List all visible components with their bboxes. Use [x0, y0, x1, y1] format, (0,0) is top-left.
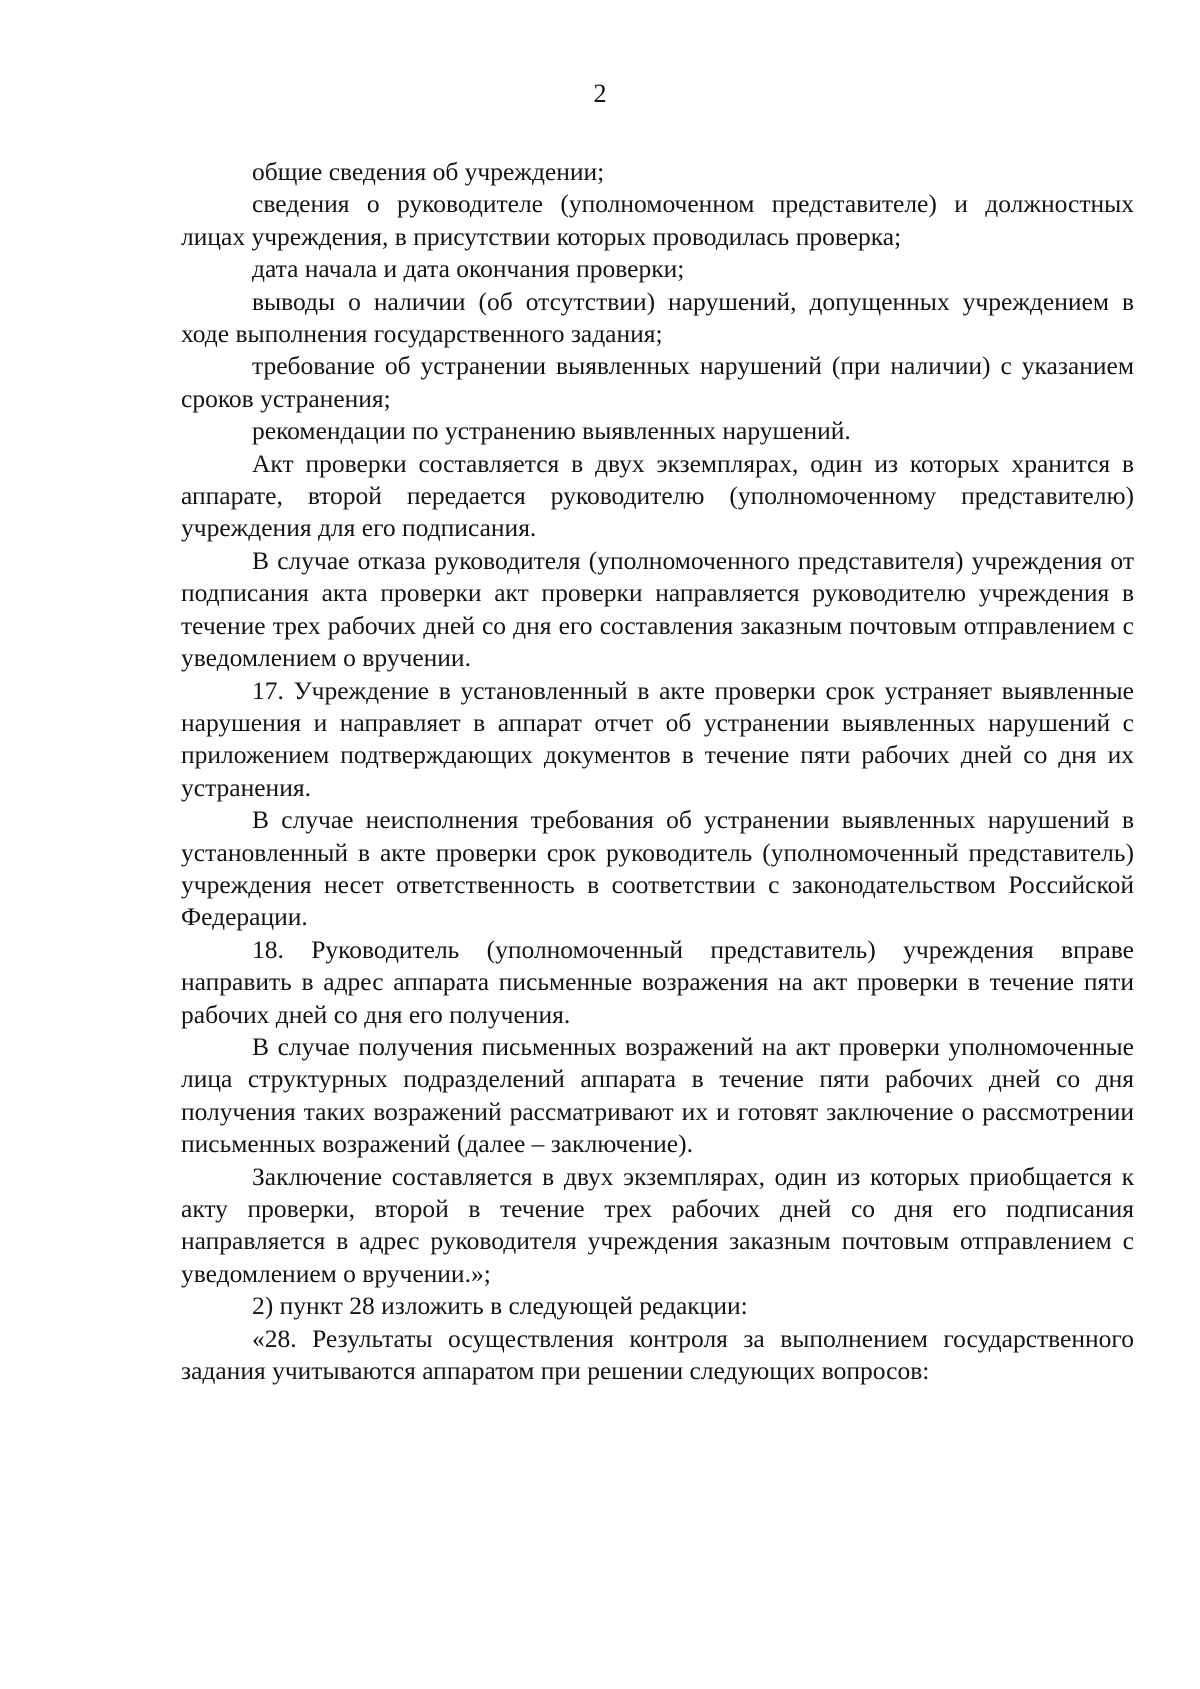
document-body — [181, 156, 1134, 1387]
paragraph-elimination-requirement: требование об устранении выявленных нарушений (при наличии) с указанием сроков устранения; — [181, 351, 1134, 413]
page-number: 2 — [593, 79, 607, 108]
paragraph-general-info: общие сведения об учреждении; — [252, 157, 605, 186]
paragraph-head-info: сведения о руководителе (уполномоченном представителе) и должностных лицах учреждения, в присутствии которых проводилась проверка; — [181, 189, 1134, 251]
paragraph-item-28-amendment: 2) пункт 28 изложить в следующей редакции: — [252, 1291, 748, 1321]
paragraph-item-18: 18. Руководитель (уполномоченный представитель) учреждения вправе направить в адрес аппарата письменные возражения на акт проверки в течение пяти рабочих дней со дня его получения. — [181, 934, 1134, 1029]
paragraph-inspection-dates: дата начала и дата окончания проверки; — [252, 254, 685, 284]
paragraph-refusal-to-sign: В случае отказа руководителя (уполномоченного представителя) учреждения от подписания акта проверки акт проверки направляется руководителю учреждения в течение трех рабочих дней со дня его составления заказным почтовым отправлением с уведомлением о вручении. — [181, 545, 1134, 673]
paragraph-conclusions: выводы о наличии (об отсутствии) нарушений, допущенных учреждением в ходе выполнения государственного задания; — [181, 286, 1134, 349]
paragraph-objections-review: В случае получения письменных возражений на акт проверки уполномоченные лица структурных подразделений аппарата в течение пяти рабочих дней со дня получения таких возражений рассматривают их и готовят заключение о рассмотрении письменных возражений (далее – заключение). — [181, 1031, 1134, 1159]
paragraph-recommendations: рекомендации по устранению выявленных нарушений. — [252, 416, 851, 446]
paragraph-item-28-text: «28. Результаты осуществления контроля за выполнением государственного задания учитываются аппаратом при решении следующих вопросов: — [181, 1323, 1134, 1386]
paragraph-conclusion-copies: Заключение составляется в двух экземплярах, один из которых приобщается к акту проверки, второй в течение трех рабочих дней со дня его подписания направляется в адрес руководителя учреждения заказным почтовым отправлением с уведомлением о вручении.»; — [181, 1161, 1134, 1288]
paragraph-non-compliance: В случае неисполнения требования об устранении выявленных нарушений в установленный в акте проверки срок руководитель (уполномоченный представитель) учреждения несет ответственность в соответствии с законодательством Российской Федерации. — [181, 805, 1134, 932]
paragraph-act-copies: Акт проверки составляется в двух экземплярах, один из которых хранится в аппарате, второй передается руководителю (уполномоченному представителю) учреждения для его подписания. — [181, 448, 1134, 543]
paragraph-item-17: 17. Учреждение в установленный в акте проверки срок устраняет выявленные нарушения и направляет в аппарат отчет об устранении выявленных нарушений с приложением подтверждающих документов в течение пяти рабочих дней со дня их устранения. — [181, 675, 1134, 802]
